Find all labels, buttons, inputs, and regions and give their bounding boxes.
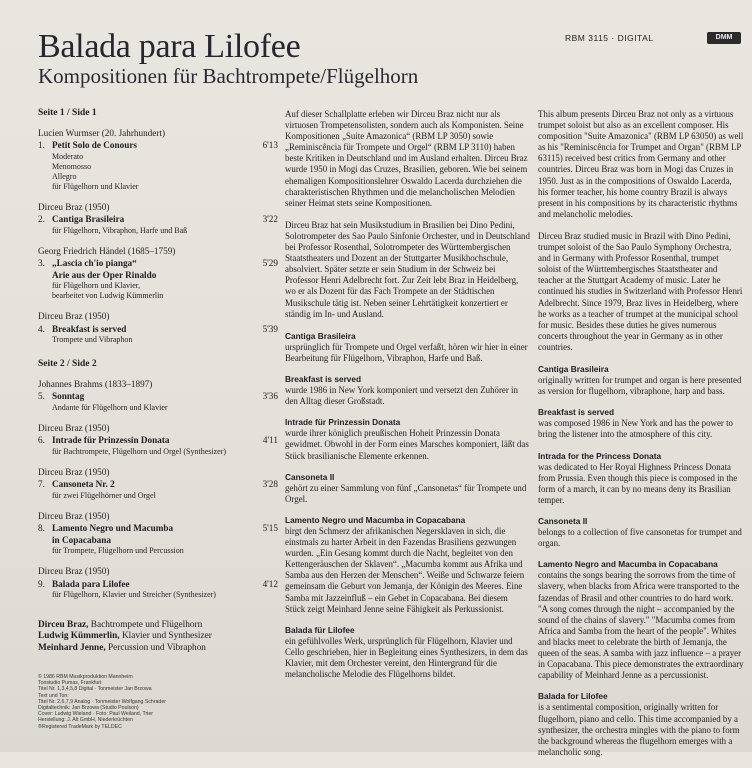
- track-row: [38, 140, 278, 152]
- composer-name: Georg Friedrich Händel (1685–1759): [38, 245, 176, 256]
- track-number: 3.: [38, 258, 45, 268]
- composer-group: [38, 566, 278, 600]
- composer-name: Dirceu Braz (1950): [38, 566, 110, 576]
- track-detail: für Flügelhorn, Klavier und Streicher (Synthesizer): [52, 590, 216, 599]
- credits: [38, 674, 283, 730]
- track-title-block: [52, 140, 248, 152]
- section-heading: Cantiga Brasileira: [285, 330, 356, 341]
- section-body: gehört zu einer Sammlung von fünf „Cansonetas“ für Trompete und Orgel.: [285, 482, 527, 504]
- composer-group: [38, 379, 278, 413]
- track-duration: 3'36: [262, 391, 278, 401]
- composer-group: [38, 511, 278, 557]
- track-detail: für Flügelhorn und Klavier: [52, 181, 139, 191]
- track-detail: Menomosso: [52, 161, 92, 171]
- section-heading: Intrada for the Princess Donata: [538, 450, 662, 461]
- track-title-block: [52, 479, 248, 491]
- composer-group: [38, 311, 278, 345]
- performer-line: [38, 620, 283, 631]
- intro-paragraph: Dirceu Braz hat sein Musikstudium in Brasilien bei Dino Pedini, Solotrompeter des Sao Paulo Sinfonie Orchester, und in Deutschland bei Professor Rosenthal, Solotrompeter des Württembergischen Staatstheaters und Dozent an der Stuttgarter Musikhochschule, absolviert. Später setzte er sein Studium in der Schweiz bei Professor Henri Adelbrecht fort. Zur Zeit lebt Braz in Heidelberg, wo er als Dozent für das Fach Trompete an der Städtischen Musikschule tätig ist. Neben seiner Lehrtätigkeit konzertiert er ständig im In- und Ausland.: [285, 219, 530, 319]
- track-duration: 5'29: [262, 258, 278, 268]
- track-title-block: [52, 391, 248, 403]
- composer-group: [38, 423, 278, 457]
- track-title: „Lascia ch'io pianga“: [52, 258, 137, 268]
- track-title-block: [52, 214, 248, 226]
- track-title: Cansoneta Nr. 2: [52, 479, 115, 489]
- track-duration: 4'11: [262, 435, 278, 445]
- track-number: 8.: [38, 523, 45, 533]
- section-heading: Breakfast is served: [285, 373, 362, 384]
- composer-group: [38, 467, 278, 501]
- track-row: [38, 435, 278, 447]
- track-row: [38, 579, 278, 591]
- credit-line: Digitaltechnik: Jan Brzowa (Studio Poulson): [38, 705, 139, 712]
- track-number: 4.: [38, 323, 45, 334]
- composer-name: Lucien Wurmser (20. Jahrhundert): [38, 127, 166, 138]
- performer-role: Percussion und Vibraphon: [105, 642, 206, 653]
- credit-line: Titel Nr. 1,3,4,5,8 Digital · Tonmeister Jan Brzowa: [38, 686, 152, 693]
- section-heading: Cansoneta II: [538, 516, 588, 526]
- track-detail: für Trompete, Flügelhorn und Percussion: [52, 546, 184, 555]
- section-heading: Intrade für Prinzessin Donata: [285, 417, 401, 428]
- track-title: Lamento Negro und Macumba: [52, 523, 174, 533]
- section-body: was composed 1986 in New York and has the power to bring the listener into the atmosphere of this city.: [538, 418, 733, 440]
- track-title-block: [52, 523, 248, 546]
- track-title: Petit Solo de Conours: [52, 140, 137, 150]
- side-heading: Seite 1 / Side 1: [38, 108, 97, 118]
- track-duration: 3'28: [262, 479, 278, 489]
- credit-line: Text und Ton:: [38, 692, 69, 699]
- track-duration: 5'15: [262, 523, 278, 533]
- track-number: 6.: [38, 435, 45, 445]
- performers: [38, 620, 283, 654]
- track-title: Sonntag: [52, 391, 85, 401]
- track-duration: 3'22: [262, 214, 278, 224]
- track-detail: für Flügelhorn und Klavier,: [52, 281, 141, 290]
- track-title: Intrade für Prinzessin Donata: [52, 435, 170, 445]
- section-heading: Lamento Negro and Macumba in Copacabana: [538, 559, 718, 570]
- track-title: Breakfast is served: [52, 323, 127, 334]
- credit-line: Cover: Ludwig Wieland · Foto: Paul Weiland, Trier: [38, 711, 153, 718]
- composer-group: [38, 128, 278, 192]
- credit-line: © 1986 RBM Musikproduktion Mannheim: [38, 674, 133, 680]
- composer-name: Dirceu Braz (1950): [38, 201, 110, 212]
- track-duration: 6'13: [262, 140, 278, 150]
- performer-line: [38, 643, 283, 654]
- track-title-block: [52, 258, 248, 281]
- track-number: 2.: [38, 214, 45, 224]
- track-row: [38, 258, 278, 281]
- performer-line: [38, 631, 283, 642]
- track-detail: Moderato: [52, 151, 84, 161]
- section-heading: Lamento Negro und Macumba in Copacabana: [285, 514, 466, 525]
- track-number: 1.: [38, 140, 45, 150]
- performer-role: Bachtrompete und Flügelhorn: [88, 620, 203, 630]
- section-heading: Balada für Lilofee: [285, 624, 355, 635]
- credit-line: Tonstudio Pumas, Frankfurt: [38, 680, 102, 687]
- side-heading: Seite 2 / Side 2: [38, 359, 97, 369]
- credit-line: Titel Nr. 2,6,7,9 Analog · Tonmeister Wolfgang Schrader: [38, 698, 166, 705]
- track-detail: Andante für Flügelhorn und Klavier: [52, 402, 168, 412]
- track-detail: für Bachtrompete, Flügelhorn und Orgel (Synthesizer): [52, 446, 227, 456]
- track-row: [38, 214, 278, 226]
- track-duration: 4'12: [262, 578, 278, 589]
- composer-name: Dirceu Braz (1950): [38, 311, 110, 321]
- section-heading: Balada for Lilofee: [538, 691, 608, 702]
- section-body: wurde ihrer königlich preußischen Hoheit Prinzessin Donata gewidmet. Obwohl in der Form eines Marsches komponiert, läßt das Stück brasilianische Elemente erkennen.: [285, 428, 529, 461]
- section-body: is a sentimental composition, originally written for flugelhorn, piano and cello. This time accompanied by a synthesizer, the orchestra mingles with the piano to form the background whereas the flugelhorn emerges with a melancholic song.: [538, 702, 740, 757]
- performer-name: Dirceu Braz,: [38, 620, 89, 630]
- section-body: belongs to a collection of five cansonetas for trumpet and organ.: [538, 527, 742, 549]
- track-row: [38, 391, 278, 403]
- track-title-block: [52, 579, 248, 591]
- page-subtitle: Kompositionen für Bachtrompete/Flügelhorn: [38, 64, 419, 88]
- composer-group: [38, 202, 278, 236]
- track-duration: 5'39: [262, 323, 278, 334]
- section-body: was dedicated to Her Royal Highness Princess Donata from Prussia. Even though this piece is composed in the form of a march, it can by no means deny its Brasilian temper.: [538, 461, 738, 505]
- performer-role: Klavier und Synthesizer: [119, 631, 212, 642]
- track-row: [38, 479, 278, 491]
- section-heading: Breakfast is served: [538, 407, 615, 418]
- english-liner-notes: [538, 109, 744, 768]
- performer-name: Ludwig Kümmerlin,: [38, 631, 120, 642]
- section-heading: Cantiga Brasileira: [538, 363, 609, 374]
- section-body: ursprünglich für Trompete und Orgel verfaßt, hören wir hier in einer Bearbeitung für Flügelhorn, Vibraphon, Harfe und Baß.: [285, 341, 528, 363]
- track-number: 9.: [38, 578, 45, 589]
- intro-paragraph: Auf dieser Schallplatte erleben wir Dirceu Braz nicht nur als virtuosen Trompetensolisten, sondern auch als Komponisten. Seine Kompositionen „Suite Amazonica“ (RBM LP 3050) sowie „Reminiscência für Trompete und Orgel“ (RBM LP 3110) haben beste Kritiken in Deutschland und im Ausland erhalten. Dirceu Braz wurde 1950 in Mogi das Cruzes, Brasilien, geboren. Wie bei seinem ehemaligen Kompositionslehrer Oswaldo Lacerda durchziehen die charakteristischen Rhythmen und die melancholischen Melodien seiner Heimat stets seine Kompositionen.: [285, 109, 528, 208]
- composer-group: [38, 246, 278, 302]
- german-liner-notes: [285, 109, 530, 690]
- credit-line: Herstellung: J. Alt GmbH, Niederkrüchten: [38, 717, 133, 724]
- track-title-line2: in Copacabana: [52, 534, 111, 545]
- section-body: wurde 1986 in New York komponiert und versetzt den Zuhörer in den Alltag dieser Großstadt.: [285, 385, 518, 407]
- section-body: contains the songs bearing the sorrows from the time of slavery, when blacks from Africa were transported to the fazendas of Brasil and other countries to do hard work. "A song comes through the night – accompanied by the sound of the chains of slavery." "Macumba comes from Africa and Samba from the heart of the people". Whites and blacks meet to celebrate the birth of Jemanja, the queen of the seas. A samba with jazz influence – a prayer in Copacabana. This piece demonstrates the extraordinary capability of Meinhard Jenne as a percussionist.: [538, 570, 744, 681]
- track-detail: Trompete und Vibraphon: [52, 335, 133, 344]
- intro-paragraph: This album presents Dirceu Braz not only as a virtuous trumpet soloist but also as an excellent composer. His composition "Suite Amazonica" (RBM LP 63050) as well as his "Reminiscência for Trumpet and Organ" (RBM LP 63115) received best critics from Germany and other countries. Dirceu Braz was born in Mogi das Cruzes in 1950. Just as in the compositions of Oswaldo Lacerda, his former teacher, his home country Brazil is always present in his compositions by its characteristic rhythms and melancholic melodies.: [538, 109, 744, 219]
- track-number: 7.: [38, 479, 45, 489]
- track-row: [38, 523, 278, 546]
- section-heading: Cansoneta II: [285, 471, 335, 482]
- composer-name: Johannes Brahms (1833–1897): [38, 378, 153, 389]
- track-detail: bearbeitet von Ludwig Kümmerlin: [52, 291, 164, 300]
- composer-name: Dirceu Braz (1950): [38, 466, 110, 477]
- catalog-number: RBM 3115 · DIGITAL: [565, 33, 654, 43]
- track-detail: für zwei Flügelhörner und Orgel: [52, 490, 156, 500]
- track-title-block: [52, 324, 248, 336]
- section-body: ein gefühlvolles Werk, ursprünglich für Flügelhorn, Klavier und Cello geschrieben, hier in Begleitung eines Synthesizers, in dem das Klavier, mit dem Orchester vereint, den Hintergrund für die melancholische Melodie des Flügelhorns bildet.: [285, 635, 528, 680]
- page-title: Balada para Lilofee: [38, 28, 301, 65]
- dmm-logo-icon: DMM: [707, 32, 741, 44]
- composer-name: Dirceu Braz (1950): [38, 510, 110, 521]
- intro-paragraph: Dirceu Braz studied music in Brazil with Dino Pedini, trumpet soloist of the Sao Paulo Symphony Orchestra, and in Germany with Professor Rosenthal, trumpet soloist of the Württembergisches Staatstheater and teacher at the Stuttgart Academy of music. Later he continued his studies in Switzerland with Professor Henri Adelbrecht. Since 1979, Braz lives in Heidelberg, where he works as a teacher of trumpet at the municipal school for music. Besides these duties he gives numerous concerts throughout the year in Germany as in other countries.: [538, 230, 743, 352]
- track-title-line2: Arie aus der Oper Rinaldo: [52, 269, 157, 280]
- section-body: birgt den Schmerz der afrikanischen Negersklaven in sich, die einstmals zu harter Arbeit in den Fazendas Brasiliens gezwungen wurden. „Ein Gesang kommt durch die Nacht, begleitet von den Kettengeräuschen der Sklaven“. „Macumba kommt aus Afrika und Samba aus den Herzen der Menschen“. Weiße und Schwarze feiern gemeinsam die Geburt von Jemanja, der Königin des Meeres. Eine Samba mit Jazzeinfluß – ein Gebet in Copacabana. Bei diesem Stück zeigt Meinhard Jenne seine Fähigkeit als Perkussionist.: [285, 526, 525, 614]
- track-title: Balada para Lilofee: [52, 578, 130, 589]
- track-title-block: [52, 435, 248, 447]
- track-title: Cantiga Brasileira: [52, 214, 125, 224]
- section-body: originally written for trumpet and organ is here presented as version for flugelhorn, vibraphone, harp and bass.: [538, 375, 742, 397]
- composer-name: Dirceu Braz (1950): [38, 422, 110, 433]
- track-number: 5.: [38, 391, 45, 401]
- tracklist: [38, 108, 278, 600]
- track-detail: für Flügelhorn, Vibraphon, Harfe und Baß: [52, 225, 188, 235]
- performer-name: Meinhard Jenne,: [38, 642, 106, 653]
- track-detail: Allegro: [52, 171, 77, 181]
- track-row: [38, 324, 278, 336]
- credit-line: ®Registered TradeMark by TELDEC: [38, 723, 122, 730]
